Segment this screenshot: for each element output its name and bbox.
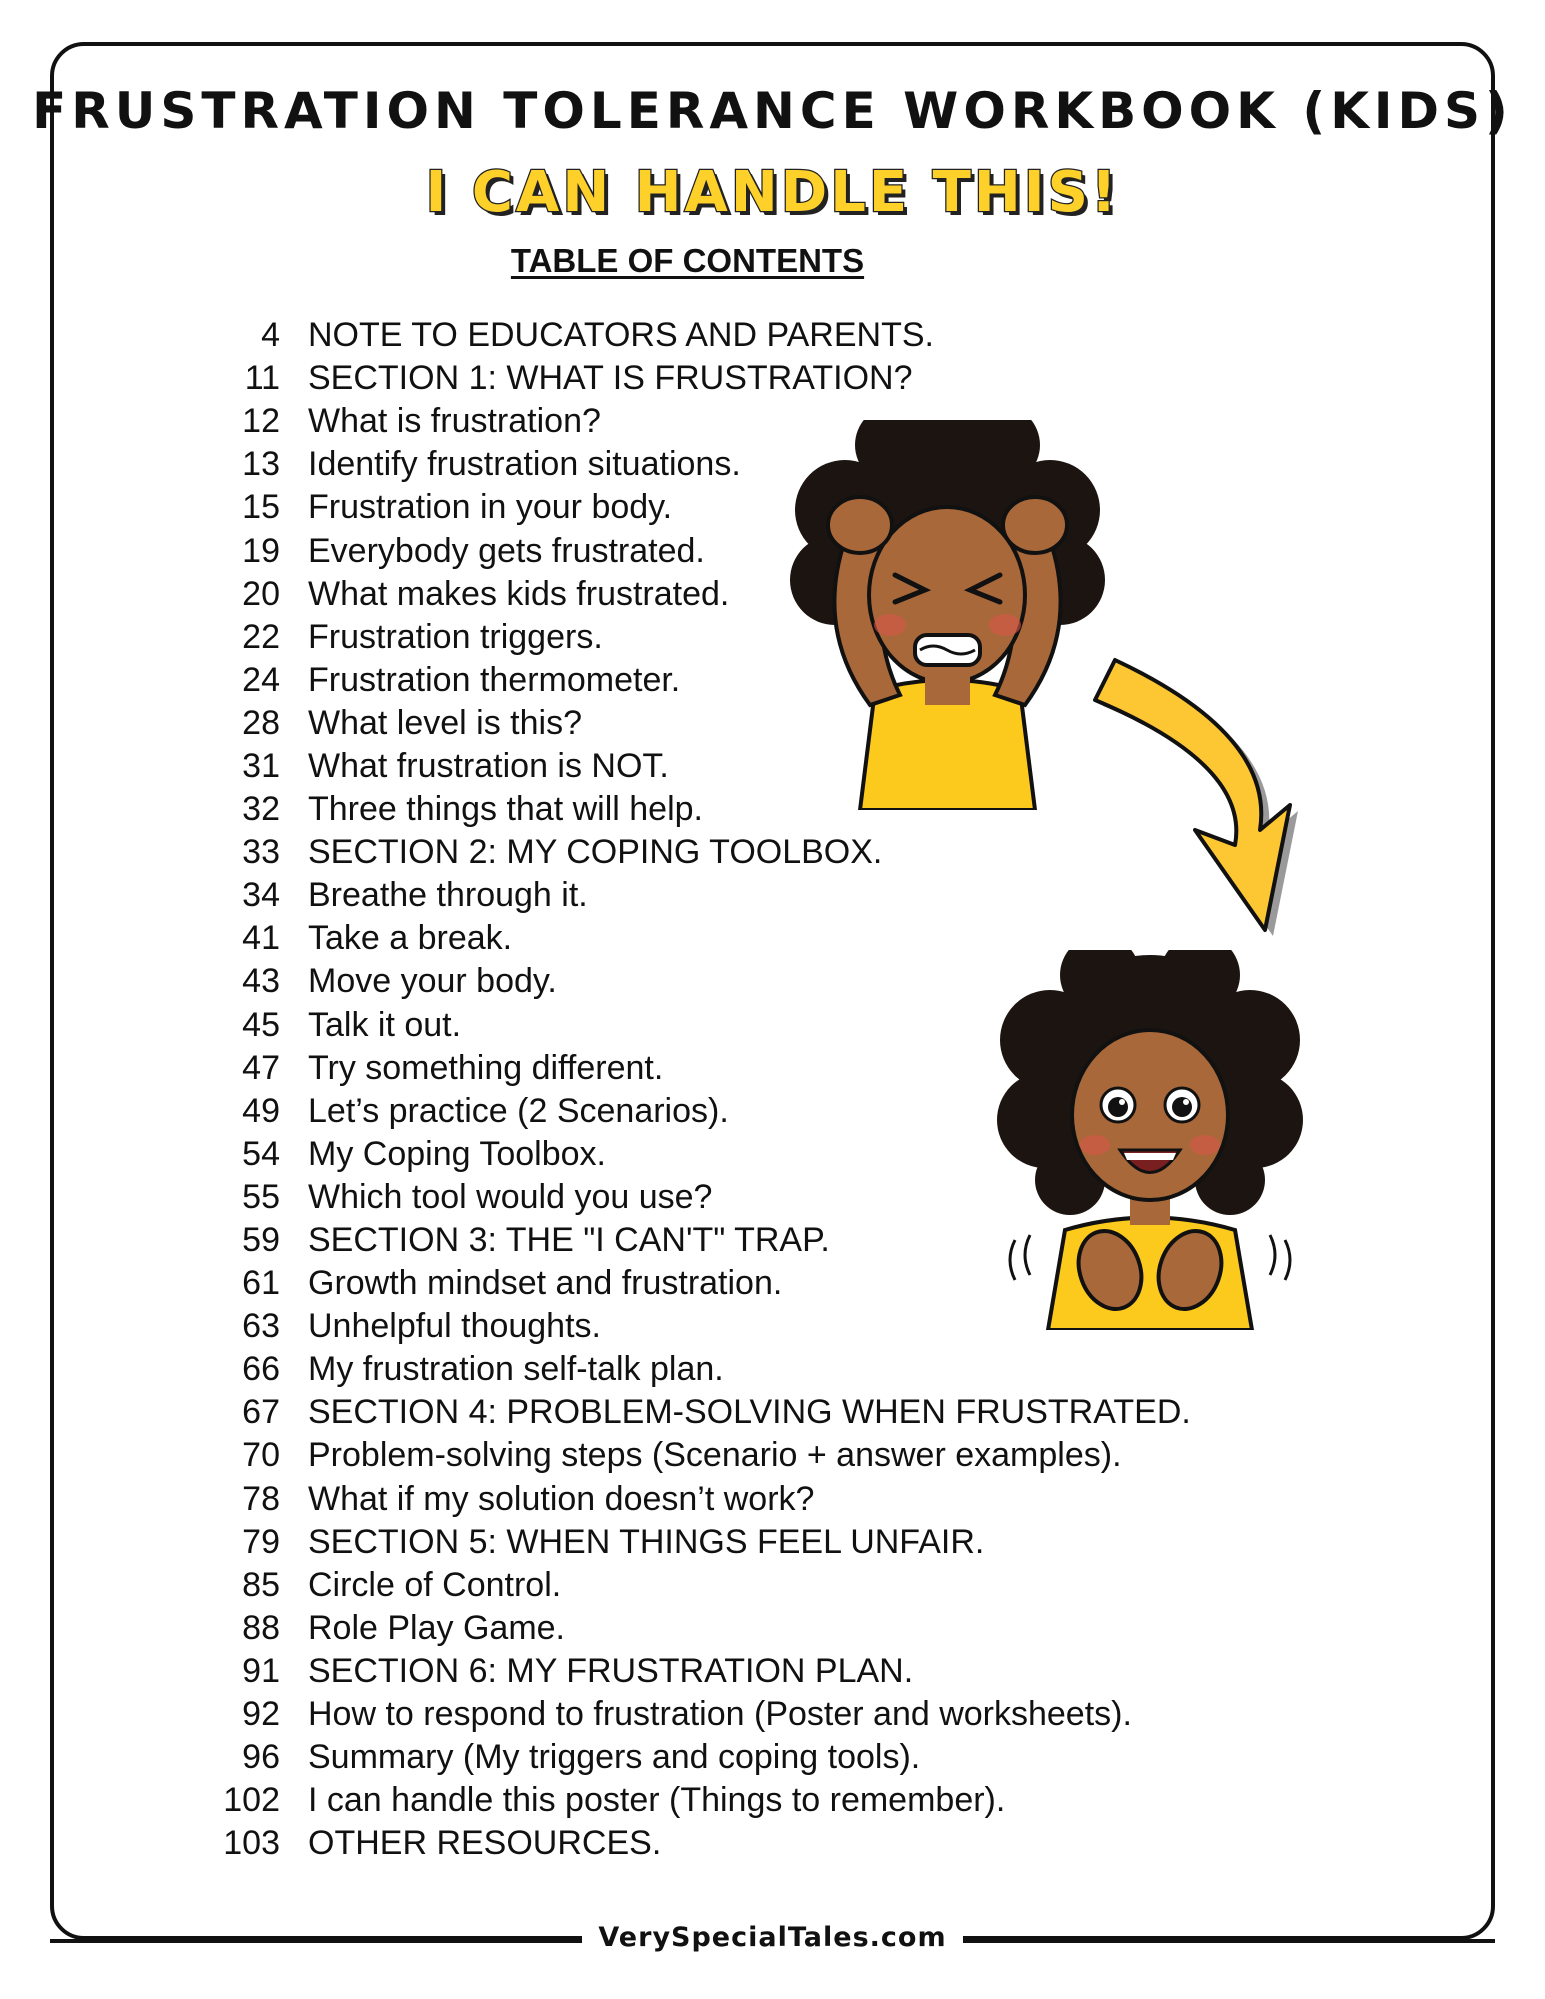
toc-entry-title: Circle of Control. [308,1565,562,1604]
toc-entry-title: SECTION 3: THE "I CAN'T" TRAP. [308,1221,830,1260]
toc-entry-title: How to respond to frustration (Poster and worksheets). [308,1695,1132,1734]
workbook-subtitle: I CAN HANDLE THIS! [425,160,1120,225]
workbook-title: FRUSTRATION TOLERANCE WORKBOOK (KIDS) [32,82,1513,140]
curved-arrow-icon [1060,655,1320,955]
toc-page-number: 102 [223,1781,280,1820]
toc-page-number: 78 [242,1479,280,1518]
toc-entry-title: Summary (My triggers and coping tools). [308,1738,921,1777]
toc-entry [190,1779,1191,1822]
toc-entry-title: Move your body. [308,962,557,1001]
toc-page-number: 4 [261,316,280,355]
toc-entry-title: SECTION 2: MY COPING TOOLBOX. [308,833,883,872]
toc-page-number: 61 [242,1264,280,1303]
toc-page-number: 47 [242,1048,280,1087]
toc-page-number: 79 [242,1522,280,1561]
toc-page-number: 43 [242,962,280,1001]
toc-page-number: 85 [242,1565,280,1604]
toc-page-number: 28 [242,703,280,742]
toc-page-number: 55 [242,1177,280,1216]
footer-website: VerySpecialTales.com [582,1922,962,1953]
toc-entry-title: SECTION 5: WHEN THINGS FEEL UNFAIR. [308,1522,985,1561]
toc-page-number: 59 [242,1221,280,1260]
toc-entry-title: NOTE TO EDUCATORS AND PARENTS. [308,316,934,355]
toc-entry-title: My frustration self-talk plan. [308,1350,724,1389]
toc-entry-title: Breathe through it. [308,876,588,915]
toc-entry-title: Growth mindset and frustration. [308,1264,783,1303]
toc-entry-title: Unhelpful thoughts. [308,1307,601,1346]
toc-entry [190,1434,1191,1477]
toc-entry-title: What makes kids frustrated. [308,574,730,613]
toc-entry-title: What level is this? [308,703,582,742]
toc-entry-title: What is frustration? [308,402,601,441]
happy-girl-illustration [990,950,1310,1330]
toc-entry [190,831,1191,874]
toc-page-number: 92 [242,1695,280,1734]
toc-entry-title: Problem-solving steps (Scenario + answer examples). [308,1436,1122,1475]
toc-page-number: 103 [223,1824,280,1863]
toc-page-number: 45 [242,1005,280,1044]
toc-entry-title: Let’s practice (2 Scenarios). [308,1091,729,1130]
toc-heading: TABLE OF CONTENTS [510,242,865,279]
toc-entry-title: My Coping Toolbox. [308,1134,606,1173]
toc-page-number: 63 [242,1307,280,1346]
toc-entry [190,1391,1191,1434]
toc-entry-title: Frustration in your body. [308,488,673,527]
toc-entry [190,1693,1191,1736]
toc-entry-title: Talk it out. [308,1005,462,1044]
toc-entry-title: I can handle this poster (Things to remember). [308,1781,1006,1820]
toc-page-number: 24 [242,660,280,699]
toc-entry [190,1478,1191,1521]
toc-page-number: 13 [242,445,280,484]
toc-entry [190,357,1191,400]
toc-page-number: 88 [242,1608,280,1647]
toc-entry-title: SECTION 4: PROBLEM-SOLVING WHEN FRUSTRATED. [308,1393,1191,1432]
toc-entry-title: Frustration thermometer. [308,660,681,699]
toc-entry [190,1348,1191,1391]
toc-page-number: 19 [242,531,280,570]
toc-page-number: 15 [242,488,280,527]
toc-entry-title: What if my solution doesn’t work? [308,1479,815,1518]
footer [0,1922,1545,1953]
toc-entry [190,314,1191,357]
toc-entry [190,1521,1191,1564]
toc-entry [190,1650,1191,1693]
toc-page-number: 12 [242,402,280,441]
toc-entry-title: Everybody gets frustrated. [308,531,705,570]
toc-page-number: 70 [242,1436,280,1475]
toc-entry-title: Try something different. [308,1048,664,1087]
toc-entry-title: What frustration is NOT. [308,746,669,785]
toc-page-number: 31 [242,746,280,785]
toc-entry-title: Role Play Game. [308,1608,565,1647]
toc-entry-title: Frustration triggers. [308,617,603,656]
toc-page-number: 34 [242,876,280,915]
toc-entry-title: OTHER RESOURCES. [308,1824,662,1863]
toc-page-number: 66 [242,1350,280,1389]
toc-entry [190,1822,1191,1865]
toc-page-number: 32 [242,790,280,829]
toc-page-number: 67 [242,1393,280,1432]
toc-page-number: 41 [242,919,280,958]
toc-page-number: 22 [242,617,280,656]
toc-entry-title: Which tool would you use? [308,1177,713,1216]
toc-entry-title: Three things that will help. [308,790,703,829]
toc-page-number: 54 [242,1134,280,1173]
toc-entry [190,1564,1191,1607]
toc-page-number: 20 [242,574,280,613]
toc-entry-title: Take a break. [308,919,513,958]
toc-page-number: 91 [242,1651,280,1690]
toc-entry [190,1607,1191,1650]
toc-page-number: 11 [244,359,280,398]
toc-page-number: 96 [242,1738,280,1777]
toc-page-number: 33 [242,833,280,872]
toc-entry [190,1736,1191,1779]
toc-entry-title: SECTION 6: MY FRUSTRATION PLAN. [308,1651,914,1690]
toc-entry [190,874,1191,917]
toc-entry-title: Identify frustration situations. [308,445,741,484]
toc-page-number: 49 [242,1091,280,1130]
toc-entry-title: SECTION 1: WHAT IS FRUSTRATION? [308,359,913,398]
